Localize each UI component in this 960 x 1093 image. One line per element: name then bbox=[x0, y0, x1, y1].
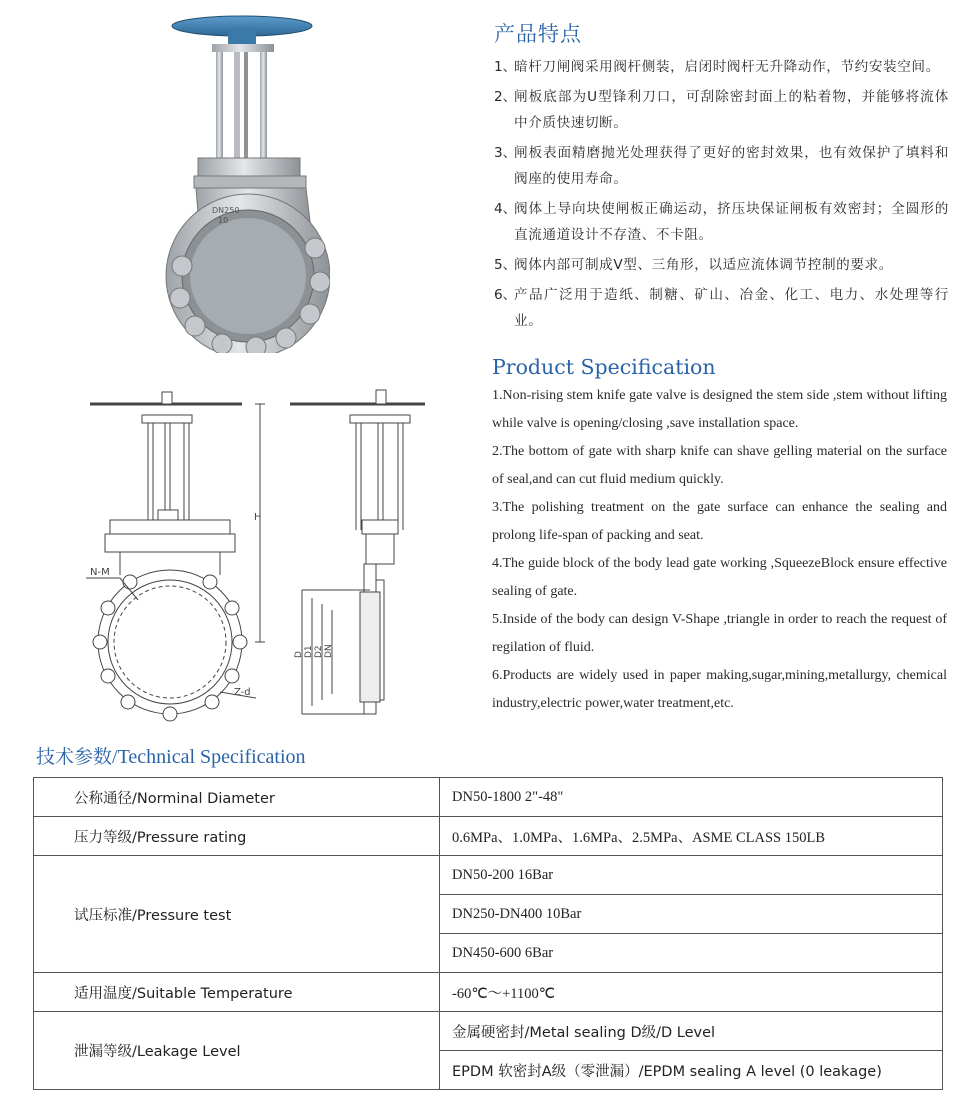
table-row bbox=[34, 856, 943, 895]
feature-cn-text: 产品广泛用于造纸、制糖、矿山、冶金、化工、电力、水处理等行业。 bbox=[514, 287, 949, 329]
feature-cn-number: 5、 bbox=[494, 257, 517, 273]
feature-cn-number: 4、 bbox=[494, 201, 517, 217]
feature-cn-item bbox=[494, 252, 949, 278]
feature-cn-number: 2、 bbox=[494, 89, 517, 105]
spec-en-item: 2.The bottom of gate with sharp knife can shave gelling material on the surface of seal,and can cut fluid medium quickly. bbox=[492, 444, 947, 487]
feature-cn-number: 6、 bbox=[494, 287, 517, 303]
feature-cn-text: 阀体上导向块使闸板正确运动，挤压块保证闸板有效密封；全圆形的直流通道设计不存渣、不卡阻。 bbox=[514, 201, 949, 243]
feature-cn-text: 暗杆刀闸阀采用阀杆侧装，启闭时阀杆无升降动作，节约安装空间。 bbox=[514, 59, 940, 75]
side-view bbox=[290, 390, 425, 714]
feature-cn-text: 闸板底部为U型锋利刀口，可刮除密封面上的粘着物，并能够将流体中介质快速切断。 bbox=[514, 89, 949, 131]
feature-cn-item bbox=[494, 196, 949, 248]
front-view bbox=[86, 392, 265, 721]
spec-en-title: Product Specification bbox=[492, 355, 716, 379]
spec-en-section bbox=[492, 355, 947, 718]
tech-spec-title-cn: 技术参数 bbox=[36, 746, 113, 768]
row-label-temp: 适用温度/Suitable Temperature bbox=[34, 973, 440, 1012]
feature-cn-item bbox=[494, 282, 949, 334]
row-value-test: DN250-DN400 10Bar bbox=[440, 895, 943, 934]
feature-cn-text: 闸板表面精磨抛光处理获得了更好的密封效果，也有效保护了填料和阀座的使用寿命。 bbox=[514, 145, 949, 187]
feature-cn-number: 1、 bbox=[494, 59, 517, 75]
feature-cn-item bbox=[494, 140, 949, 192]
label-d2: D2 bbox=[314, 645, 324, 658]
label-d: D bbox=[294, 651, 304, 658]
row-value-nominal: DN50-1800 2"-48" bbox=[440, 778, 943, 817]
feature-cn-number: 3、 bbox=[494, 145, 517, 161]
label-dn: DN bbox=[324, 644, 334, 658]
row-value-leak: 金属硬密封/Metal sealing D级/D Level bbox=[440, 1012, 943, 1051]
row-value-pressure: 0.6MPa、1.0MPa、1.6MPa、2.5MPa、ASME CLASS 150LB bbox=[440, 817, 943, 856]
tech-spec-title-en: /Technical Specification bbox=[112, 746, 306, 768]
table-row bbox=[34, 778, 943, 817]
table-row bbox=[34, 973, 943, 1012]
spec-en-item: 5.Inside of the body can design V-Shape ,triangle in order to reach the request of regilation of fluid. bbox=[492, 612, 947, 655]
knife-gate-valve-photo bbox=[160, 8, 330, 353]
table-row bbox=[34, 817, 943, 856]
label-nm: N-M bbox=[90, 567, 110, 578]
row-value-test: DN450-600 6Bar bbox=[440, 934, 943, 973]
row-value-test: DN50-200 16Bar bbox=[440, 856, 943, 895]
row-label-test: 试压标准/Pressure test bbox=[34, 856, 440, 973]
row-value-temp: -60℃～+1100℃ bbox=[440, 973, 943, 1012]
spec-en-item: 1.Non-rising stem knife gate valve is designed the stem side ,stem without lifting while valve is opening/closing ,save installation space. bbox=[492, 388, 947, 431]
features-cn-section bbox=[494, 18, 949, 338]
row-label-nominal: 公称通径/Norminal Diameter bbox=[34, 778, 440, 817]
label-d1: D1 bbox=[304, 645, 314, 658]
table-row bbox=[34, 1012, 943, 1051]
tech-spec-table bbox=[33, 777, 943, 1090]
spec-en-item: 6.Products are widely used in paper making,sugar,mining,metallurgy, chemical industry,electric power,water treatment,etc. bbox=[492, 668, 947, 711]
row-value-leak: EPDM 软密封A级（零泄漏）/EPDM sealing A level (0 leakage) bbox=[440, 1051, 943, 1090]
spec-en-item: 4.The guide block of the body lead gate working ,SqueezeBlock ensure effective sealing of gate. bbox=[492, 556, 947, 599]
spec-en-item: 3.The polishing treatment on the gate surface can enhance the sealing and prolong life-span of packing and seat. bbox=[492, 500, 947, 543]
plate-text-2: 10 bbox=[218, 216, 229, 225]
valve-dimension-drawing bbox=[80, 380, 480, 730]
label-h: H bbox=[254, 512, 262, 523]
feature-cn-text: 阀体内部可制成V型、三角形，以适应流体调节控制的要求。 bbox=[514, 257, 893, 273]
plate-text-1: DN250 bbox=[212, 206, 240, 215]
feature-cn-item bbox=[494, 84, 949, 136]
tech-spec-title bbox=[36, 742, 306, 769]
row-label-leak: 泄漏等级/Leakage Level bbox=[34, 1012, 440, 1090]
feature-cn-item bbox=[494, 54, 949, 80]
features-cn-title: 产品特点 bbox=[494, 22, 582, 46]
row-label-pressure: 压力等级/Pressure rating bbox=[34, 817, 440, 856]
label-zd: Z-d bbox=[234, 687, 251, 698]
